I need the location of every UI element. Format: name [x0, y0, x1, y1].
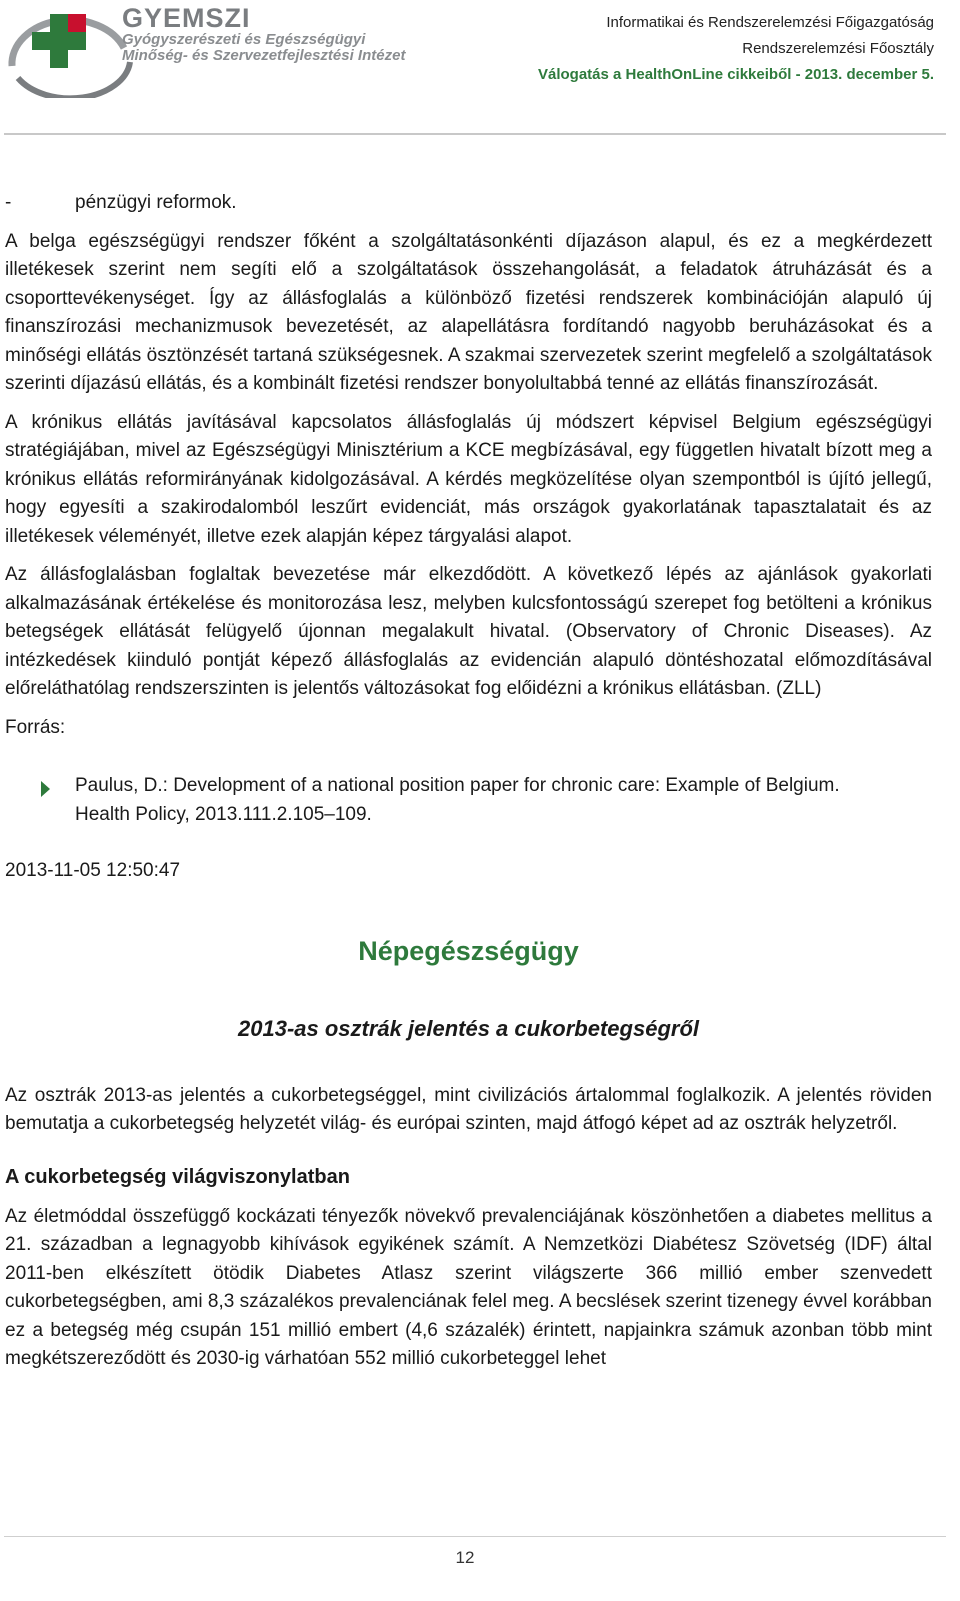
page-number: 12 [455, 1548, 475, 1567]
timestamp: 2013-11-05 12:50:47 [5, 860, 181, 881]
header-org-info [538, 10, 934, 88]
reference-line-1: Paulus, D.: Development of a national position paper for chronic care: Example of Belgium. [75, 775, 840, 796]
brand-line-2: Minőség- és Szervezetfejlesztési Intézet [122, 47, 406, 64]
footer-divider [4, 1536, 946, 1537]
subheading: A cukorbetegség világviszonylatban [5, 1165, 350, 1188]
issue-prefix: Válogatás a HealthOnLine cikkeiből - [537, 66, 805, 83]
issue-line [538, 62, 934, 88]
dash-list-item [5, 189, 932, 218]
source-label: Forrás: [5, 716, 66, 738]
article-title: 2013-as osztrák jelentés a cukorbetegségről [238, 1015, 699, 1041]
page-header [0, 0, 960, 140]
reference-line-2: Health Policy, 2013.111.2.105–109. [75, 803, 372, 825]
dash-marker: - [5, 192, 12, 213]
header-divider [4, 133, 946, 135]
paragraph-2: A krónikus ellátás javításával kapcsolatos állásfoglalás új módszert képvisel Belgium egészségügyi stratégiájában, mivel az Egészségügyi Minisztérium a KCE megbízásával, egy független hivatalt bízott meg a krónikus ellátás reformirányának kidolgozásával. A kérdés megközelítése olyan szempontból is újító jellegű, hogy egyesíti a szakirodalomból leszűrt evidenciát, más országok gyakorlatának tapasztalatait és az illetékesek véleményét, illetve ezek alapján képez tárgyalási alapot. [5, 411, 932, 547]
paragraph-1: A belga egészségügyi rendszer főként a szolgáltatásonkénti díjazáson alapul, és ez a megkérdezett illetékesek szerint nem segíti elő a szolgáltatások összehangolását, a feladatok átruházását és a csoporttevékenységet. Így az állásfoglalás a különböző fizetési rendszerek kombinációján alapuló új finanszírozási mechanizmusok bevezetését, az alapellátásra fordítandó nagyobb beruházásokat és a minőségi ellátás ösztönzését tartaná szükségesnek. A szakmai szervezetek szerint megfelelő a szolgáltatások szerinti díjazású ellátás, és a kombinált fizetési rendszer bonyolultabbá tenné az ellátás finanszírozását. [5, 230, 932, 394]
gyemszi-cross-logo-icon [4, 4, 134, 98]
bullet-arrow-icon [5, 772, 75, 829]
paragraph-5: Az életmóddal összefüggő kockázati tényezők növekvő prevalenciájának köszönhetően a diabetes mellitus a 21. században a legnagyobb kihívások egyikének számít. A Nemzetközi Diabétesz Szövetség (IDF) által 2011-ben elkészített ötödik Diabetes Atlasz szerint világszerte 366 millió ember szenvedett cukorbetegségben, ami 8,3 százalékos prevalenciának felel meg. A becslések szerint tizenegy évvel korábban ez a betegség még csupán 151 millió embert (4,6 százalék) érintett, napjainkra számuk azonban több mint megkétszereződött és 2030-ig várhatóan 552 millió cukorbeteggel lehet [5, 1205, 932, 1369]
reference-item [5, 772, 932, 829]
document-body [5, 189, 932, 1384]
org-line-2: Rendszerelemzési Főosztály [742, 40, 934, 57]
brand-name: GYEMSZI [122, 3, 251, 33]
issue-date: 2013. december 5. [804, 66, 934, 83]
dash-item-text: pénzügyi reformok. [75, 192, 237, 213]
paragraph-4: Az osztrák 2013-as jelentés a cukorbetegséggel, mint civilizációs ártalommal foglalkozik. A jelentés röviden bemutatja a cukorbetegség helyzetét világ- és európai szinten, majd átfogó képet ad az osztrák helyzetről. [5, 1084, 932, 1134]
paragraph-3: Az állásfoglalásban foglaltak bevezetése már elkezdődött. A következő lépés az ajánlások gyakorlati alkalmazásának értékelése és monitorozása lesz, melyben kulcsfontosságú szerepet fog betölteni a krónikus betegségek ellátását felügyelő újonnan megalakult hivatal. (Observatory of Chronic Diseases). Az intézkedések kiinduló pontját képező állásfoglalás az evidencián alapuló döntéshozatal előmozdításával előreláthatólag rendszerszinten is jelentős változásokat fog előidézni a krónikus ellátásban. (ZLL) [5, 564, 932, 699]
brand-block [122, 4, 405, 64]
section-title: Népegészségügy [358, 935, 579, 966]
brand-line-1: Gyógyszerészeti és Egészségügyi [122, 31, 366, 48]
org-line-1: Informatikai és Rendszerelemzési Főigazgatóság [606, 14, 934, 31]
